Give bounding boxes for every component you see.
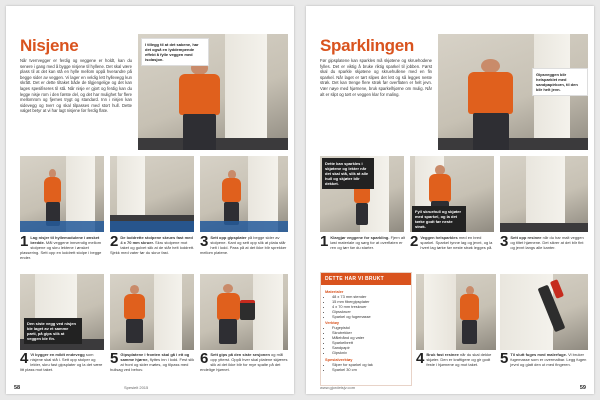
- list-item: • Målebånd og vater: [332, 336, 407, 341]
- step-2-callout: Fyll skruehull og skjøter med sparkel, og la det tørke godt før neste strøk.: [412, 206, 466, 232]
- step-1-photo: [20, 156, 104, 232]
- step-2-photo: [110, 156, 194, 232]
- left-page: [6, 6, 294, 394]
- step-1-callout: Dette kan sparkles i skjøtene og lekter når det skal stå, slik at alle hull og skjøter blir dekket.: [322, 158, 374, 189]
- tools-list: [325, 326, 407, 355]
- special-tools-title: Spesialverktøy: [325, 356, 353, 362]
- materials-list: [325, 295, 407, 320]
- list-item: • Fugepistol: [332, 326, 407, 331]
- special-tools-list: [325, 363, 407, 373]
- page-number: 58: [14, 385, 21, 391]
- photo-callout: I tillegg til at det sakene, har det også en lyddempende effekt å fylle veggen med isolasjon.: [141, 38, 209, 66]
- page-footer: www.gjordetsjv.com: [320, 385, 356, 390]
- right-page: [306, 6, 594, 394]
- step-1: 1 Lag nisjer til hyllemodulene i ønsket bredde. Mål veggene innvendig mellom stolpene og skru lektene i ønsket plassering. Sett opp en loddrett stolpe i begge ender.: [20, 233, 102, 260]
- worker-figure: [165, 55, 234, 150]
- materials-box: [320, 272, 412, 386]
- list-item: • Sparkel og fugemasse: [332, 315, 407, 320]
- step-3: 3 Sett opp gipsplater på begge sider av stolpene. Kant og sett opp slik at plata står helt i lodd. Pass på at det ikke blir sprekker mellom platene.: [200, 233, 287, 255]
- step-6-photo: [200, 274, 288, 350]
- step-2: 2 De loddrette stolpene skrues fast med 4 x 70 mm skruer. Skru stolpene mot taket og gulvet slik at de står helt loddrett. Sjekk med vater før du skrur fast.: [110, 233, 195, 255]
- page-number: 59: [579, 385, 586, 391]
- page-footer: Spesielt 2015: [124, 385, 149, 390]
- step-4: 4 Vi bygger en mildt endevegg som nisjene skal stå i. Sett opp stolper og lekter, skru fast gipsplater og la det være litt plass mot taket.: [20, 350, 103, 372]
- step-2: 2 Veggen helsparkles med en bred sparkel. Sparkel tynne lag og jevnt, og la hvert lag tørke før neste strøk legges på.: [410, 233, 493, 250]
- step-5: 5 Til slutt fuges med malerfuge. Vi bruker fugemasse som er overmalbar. Legg fugen jevnt og glatt den ut med fingeren.: [500, 350, 587, 367]
- step-6: 6 Sett gips på den siste sesjonen og mål opp ytterst. Oppå hver skal platene skjæres slik at det ikke blir for mye spalte på det endelige hjørnet.: [200, 350, 288, 372]
- step-1: 1 Klargjør veggene for sparkling. Fjern alt løst materiale og sørg for at overflaten er ren og tørr før du starter.: [320, 233, 406, 250]
- step-5-photo: [500, 274, 588, 350]
- worker-figure: [453, 53, 528, 150]
- materials-box-title: DETTE HAR VI BRUKT: [321, 273, 411, 285]
- step-5: 5 Gipsplatene i fronten skal gå i ett og samme hjørne, flyttes inn i lodd. Fest slik at front og sider møtes, og tilpass med hullsag ved behov.: [110, 350, 195, 372]
- list-item: • Sliper for sparkel og tak: [332, 363, 407, 368]
- step-4: 4 Bruk fast resinee når du skal dekke skjøter. Den er kraftigere og gir godt feste i hjørnene og mot taket.: [416, 350, 492, 367]
- step-4-photo: [416, 274, 496, 350]
- list-item: • Sparkel 30 cm: [332, 368, 407, 373]
- list-item: • 4 x 70 mm treskruer: [332, 305, 407, 310]
- intro-text: Når tverrvegger er ferdig og veggene er holdt, kan du senere i gang med å bygge nisjene til hyllene. Det skal være plass til at det kan stå en hylle mellom oppå hverandre på begge sider av veggen. Vi lager en veldig lett hyllevegg kun skrått. Det er dette tiltaket både de tilgjengelige og det kan lages spesifiseres til stå. Når nisje er gjort og ferdig kan du legge nisje rom i den første del, og det har mulighet for flere mellomrom og fjernes trygt og standard. Inn i nisjen kan sidevegg og tverr og skal tilpasses med stort hull. Dette valget betyr at vi har lagt nisjene før ferdig flate.: [20, 58, 132, 114]
- step-5-photo: [110, 274, 194, 350]
- list-item: • 15 mm fibergipsplater: [332, 300, 407, 305]
- list-item: • Gipskniv: [332, 351, 407, 356]
- step-3-photo: [200, 156, 288, 232]
- page-title: Sparklingen: [320, 36, 415, 55]
- drill-icon: [240, 300, 254, 320]
- step-4-callout: Den siste vegg ved nisjen ble laget av et samme parti, på gips slik at veggen ble fin.: [24, 318, 82, 344]
- step-3: 3 Sett opp resinee når du har malt veggen og tiltet hjørnene. Det sikrer at det blir fint og jevnt langs alle kanter.: [500, 233, 584, 250]
- list-item: • 48 x 73 mm stender: [332, 295, 407, 300]
- photo-callout: Gipsveggen blir helsparklet med sandpapirkorn, til den blir helt jevn.: [532, 68, 588, 96]
- page-title: Nisjene: [20, 36, 79, 55]
- list-item: • Gipsskruer: [332, 310, 407, 315]
- step-3-photo: [500, 156, 588, 232]
- list-item: • Sandpapir: [332, 346, 407, 351]
- list-item: • Skrutrekker: [332, 331, 407, 336]
- list-item: • Sparkelbrett: [332, 341, 407, 346]
- materials-title: Materialer: [325, 289, 344, 294]
- tools-title: Verktøy: [325, 320, 340, 326]
- intro-text: Før gipsplatene kan sparkles må skjøtene og skruehodene fylles. Det er viktig å bruke riktig sparkel til jobben. Først skal du sparkle skjøtene og skruehullene med en fin sparkel. Når laget er tørt slipes det lett og så legges neste strøk. Det kan trenge flere strøk før overflaten er helt jevn. Vær nøye med hjørnene, bruk sparkelhjørne om mulig. Når alt er slipt og tørt er veggen klar for maling.: [320, 58, 432, 97]
